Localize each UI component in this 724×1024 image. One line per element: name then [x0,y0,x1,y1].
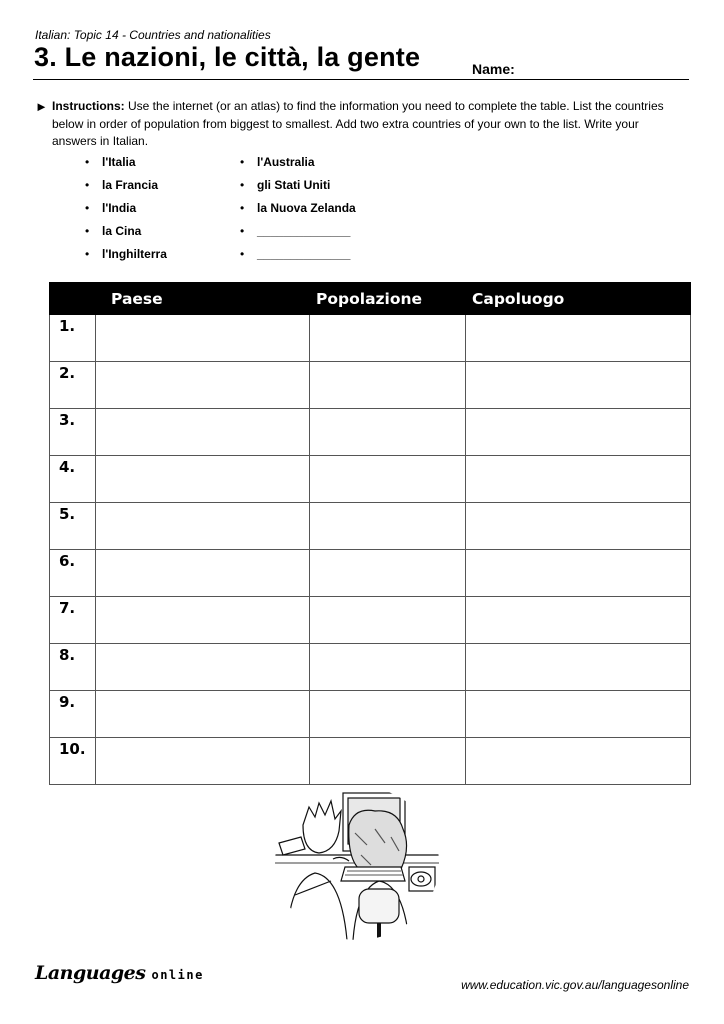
capoluogo-cell[interactable] [466,597,691,644]
popolazione-cell[interactable] [310,362,466,409]
list-item: • l'Inghilterra [85,247,167,270]
instructions-body [35,98,685,151]
list-item: • la Nuova Zelanda [240,201,356,224]
row-number: 3. [50,409,96,456]
row-number: 7. [50,597,96,644]
row-number: 2. [50,362,96,409]
header-paese: Paese [96,283,310,315]
row-number: 5. [50,503,96,550]
popolazione-cell[interactable] [310,456,466,503]
paese-cell[interactable] [96,456,310,503]
paese-cell[interactable] [96,738,310,785]
row-number: 1. [50,315,96,362]
table-row [50,738,691,785]
page-title: 3. Le nazioni, le città, la gente [34,42,421,72]
topic-subtitle: Italian: Topic 14 - Countries and nationalities [35,28,271,42]
name-label: Name: [472,61,515,77]
capoluogo-cell[interactable] [466,550,691,597]
arrow-right-icon: ► [35,99,48,114]
country-list-left [85,155,167,270]
capoluogo-cell[interactable] [466,644,691,691]
row-number: 6. [50,550,96,597]
list-item: • la Cina [85,224,167,247]
table-header-row [50,283,691,315]
logo-online: online [151,968,204,982]
instructions [35,98,685,151]
paese-cell[interactable] [96,315,310,362]
list-item: • l'India [85,201,167,224]
capoluogo-cell[interactable] [466,691,691,738]
footer-url[interactable]: www.education.vic.gov.au/languagesonline [461,978,689,992]
paese-cell[interactable] [96,550,310,597]
popolazione-cell[interactable] [310,691,466,738]
table-row [50,362,691,409]
list-item: • gli Stati Uniti [240,178,356,201]
table-row [50,409,691,456]
paese-cell[interactable] [96,503,310,550]
paese-cell[interactable] [96,644,310,691]
instructions-label: Instructions: [52,99,125,113]
paese-cell[interactable] [96,597,310,644]
capoluogo-cell[interactable] [466,362,691,409]
table-row [50,597,691,644]
answer-table [49,282,691,785]
popolazione-cell[interactable] [310,315,466,362]
blank-entry-line[interactable]: • ______________ [240,224,356,247]
instructions-text: Use the internet (or an atlas) to find the information you need to complete the table. List the countries below in order of population from biggest to smallest. Add two extra countries of your own to the list. Write your answers in Italian. [52,99,664,148]
table-row [50,691,691,738]
capoluogo-cell[interactable] [466,409,691,456]
list-item: • la Francia [85,178,167,201]
popolazione-cell[interactable] [310,550,466,597]
students-at-computer-illustration [275,785,440,940]
logo-languages: Languages [35,962,146,984]
popolazione-cell[interactable] [310,738,466,785]
paese-cell[interactable] [96,691,310,738]
list-item: • l'Australia [240,155,356,178]
blank-entry-line[interactable]: • ______________ [240,247,356,270]
row-number: 8. [50,644,96,691]
popolazione-cell[interactable] [310,503,466,550]
table-row [50,503,691,550]
capoluogo-cell[interactable] [466,503,691,550]
table-row [50,456,691,503]
table-row [50,644,691,691]
capoluogo-cell[interactable] [466,315,691,362]
row-number: 4. [50,456,96,503]
languages-online-logo [35,962,204,984]
list-item: • l'Italia [85,155,167,178]
country-list-right [240,155,356,270]
header-number [50,283,96,315]
row-number: 10. [50,738,96,785]
header-capoluogo: Capoluogo [466,283,691,315]
header-divider [33,79,689,80]
paese-cell[interactable] [96,409,310,456]
table-row [50,315,691,362]
table-row [50,550,691,597]
paese-cell[interactable] [96,362,310,409]
capoluogo-cell[interactable] [466,456,691,503]
header-popolazione: Popolazione [310,283,466,315]
popolazione-cell[interactable] [310,597,466,644]
popolazione-cell[interactable] [310,409,466,456]
capoluogo-cell[interactable] [466,738,691,785]
popolazione-cell[interactable] [310,644,466,691]
row-number: 9. [50,691,96,738]
